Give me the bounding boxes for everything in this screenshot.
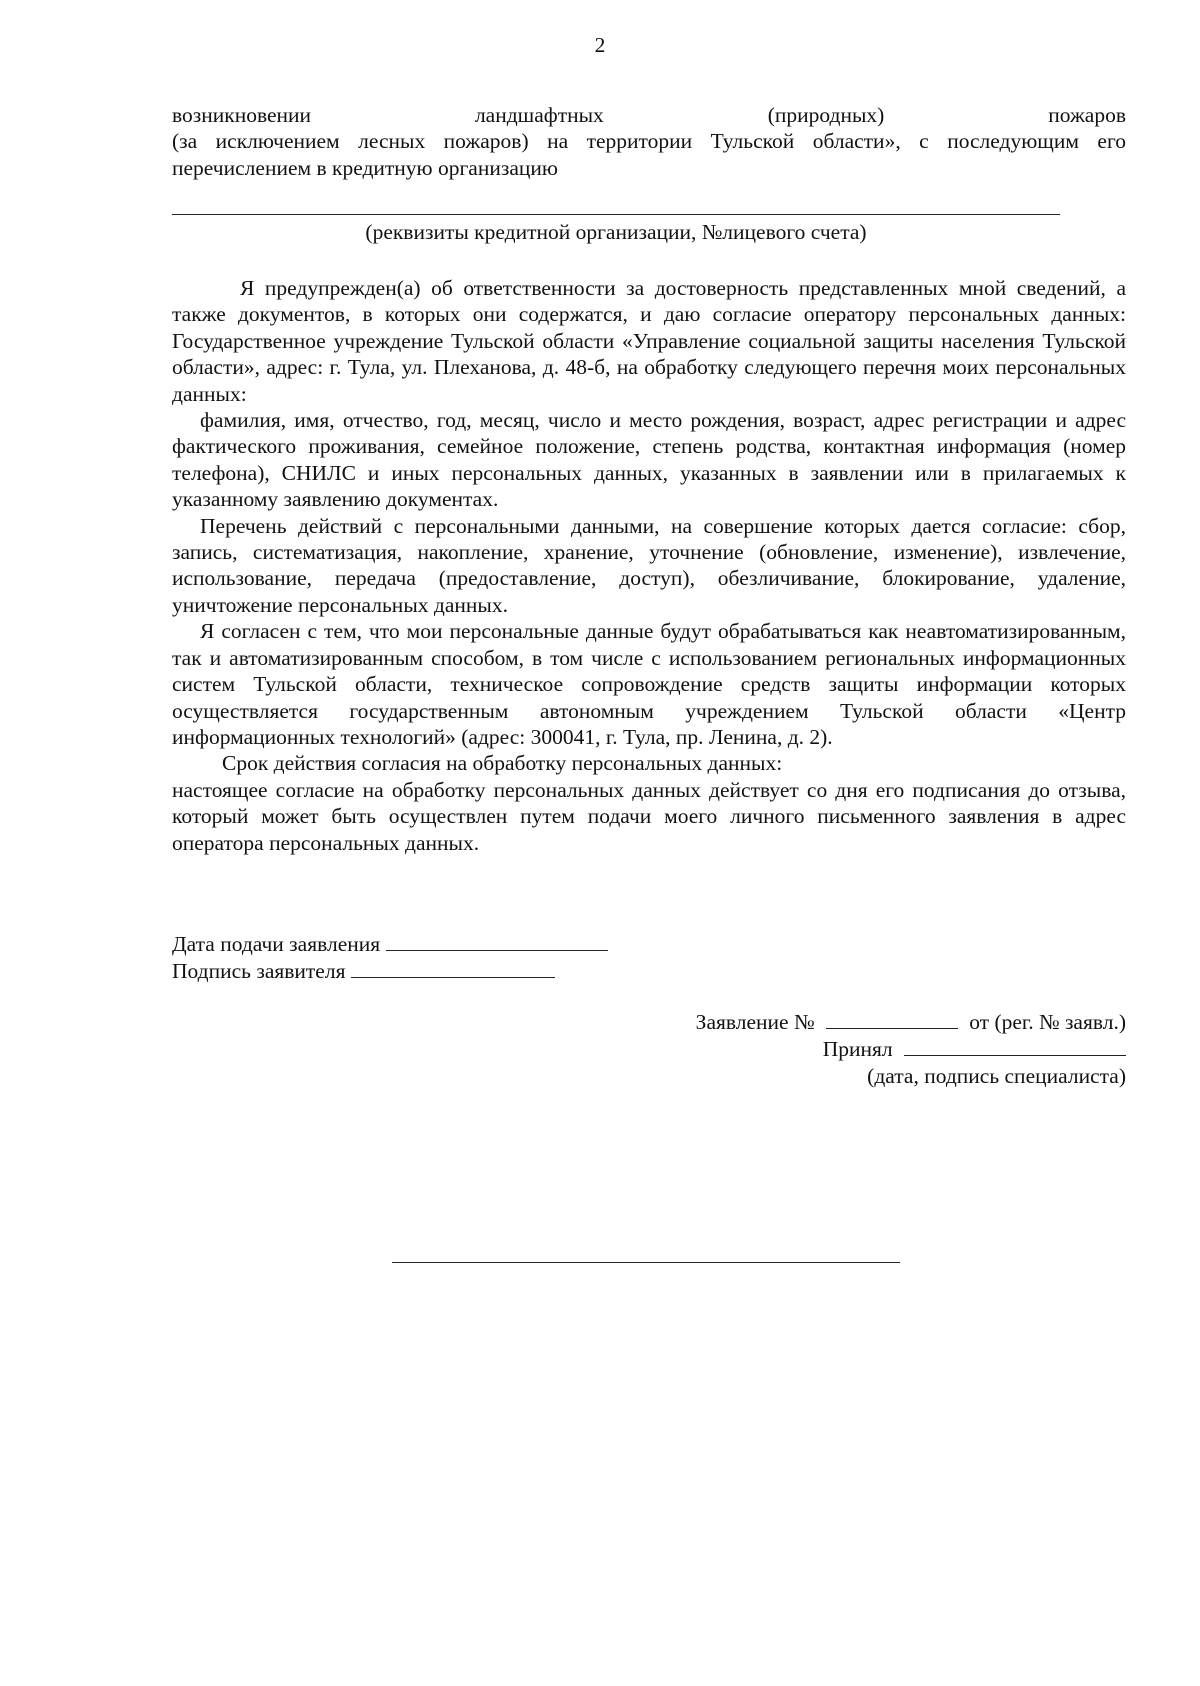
paragraph-actions: Перечень действий с персональными данными, на совершение которых дается согласие: сбор, запись, систематизация, накопление, хранение, уточнение (обновление, изменение), извлечение, использование, передача (предоставление, доступ), обезличивание, блокирование, удаление, уничтожение персональных данных. [172, 513, 1126, 617]
date-row [172, 930, 1126, 957]
application-label: Заявление № [695, 1010, 815, 1034]
application-row [560, 1008, 1126, 1035]
accepted-row [560, 1035, 1126, 1062]
page-number: 2 [594, 33, 606, 57]
intro-line-2: (за исключением лесных пожаров) на территории Тульской области», с последующим его перечислением в кредитную организацию [172, 129, 1126, 180]
bank-details-line [172, 214, 1060, 215]
registration-block [560, 1008, 1126, 1089]
application-number-line [826, 1008, 958, 1029]
intro-block [172, 102, 1126, 181]
intro-line-1: возникновении ландшафтных (природных) пожаров [172, 103, 1126, 127]
sign-row [172, 957, 1126, 984]
accepted-label: Принял [822, 1037, 893, 1062]
accepted-blank-line [904, 1035, 1126, 1056]
applicant-signature [172, 930, 1126, 985]
paragraph-warning: Я предупрежден(а) об ответственности за достоверность представленных мной сведений, а также документов, в которых они содержатся, и даю согласие оператору персональных данных: Государственное учреждение Тульской области «Управление социальной защиты населения Тульской области», адрес: г. Тула, ул. Плеханова, д. 48-б, на обработку следующего перечня моих персональных данных: [172, 276, 1126, 406]
paragraph-term: настоящее согласие на обработку персональных данных действует со дня его подписания до отзыва, который может быть осуществлен путем подачи моего личного письменного заявления в адрес оператора персональных данных. [172, 777, 1126, 855]
specialist-caption: (дата, подпись специалиста) [867, 1063, 1126, 1088]
date-label: Дата подачи заявления [172, 932, 381, 956]
application-suffix: от (рег. № заявл.) [969, 1010, 1126, 1034]
paragraph-data-list: фамилия, имя, отчество, год, месяц, число и место рождения, возраст, адрес регистрации и адрес фактического проживания, семейное положение, степень родства, контактная информация (номер телефона), СНИЛС и иных персональных данных, указанных в заявлении или в прилагаемых к указанному заявлению документах. [172, 408, 1126, 512]
bank-details-caption: (реквизиты кредитной организации, №лицевого счета) [365, 220, 867, 244]
sign-blank-line [351, 957, 555, 978]
paragraph-processing: Я согласен с тем, что мои персональные данные будут обрабатываться как неавтоматизированным, так и автоматизированным способом, в том числе с использованием региональных информационных систем Тульской области, техническое сопровождение средств защиты информации которых осуществляется государственным автономным учреждением Тульской области «Центр информационных технологий» (адрес: 300041, г. Тула, пр. Ленина, д. 2). [172, 619, 1126, 749]
closing-divider [392, 1262, 900, 1263]
sign-label: Подпись заявителя [172, 959, 346, 984]
paragraph-term-heading: Срок действия согласия на обработку персональных данных: [222, 751, 783, 776]
consent-block [172, 275, 1126, 856]
date-blank-line [386, 930, 608, 951]
